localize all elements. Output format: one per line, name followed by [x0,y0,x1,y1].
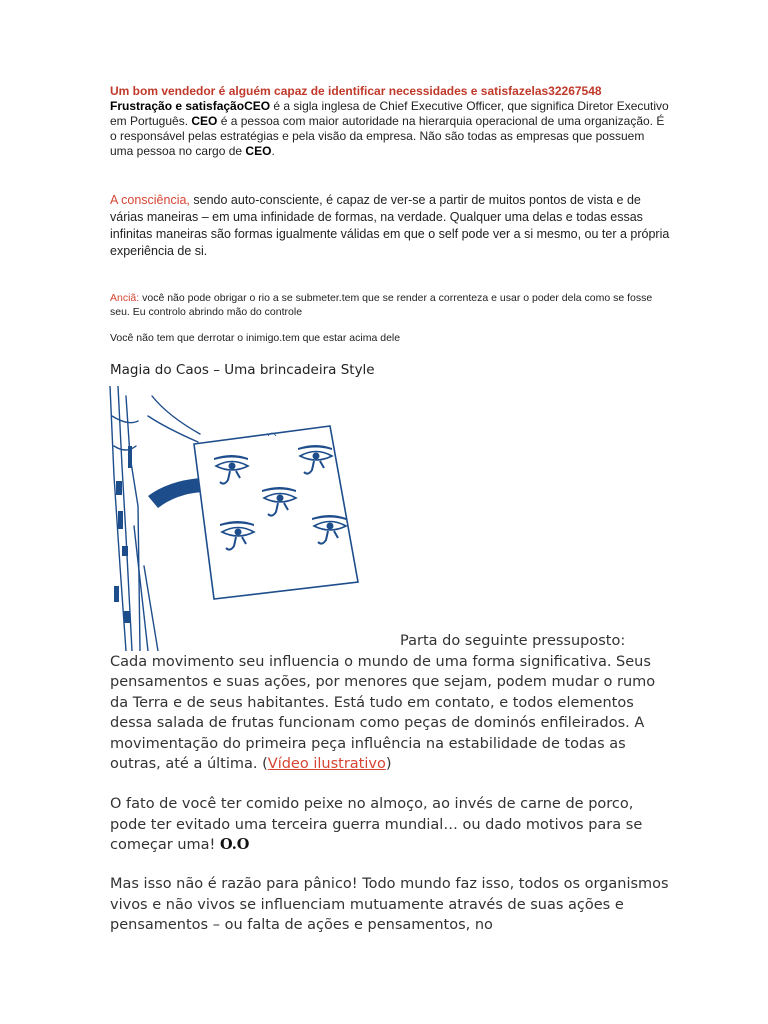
pressuposto-paragraph [110,631,670,775]
ceo-term: CEO [245,144,272,158]
peixe-text: O fato de você ter comido peixe no almoço, ao invés de carne de porco, pode ter evitado uma terceira guerra mundial… ou dado motivos para se começar uma! [110,796,643,853]
ceo-term: CEO [191,114,218,128]
ceo-section [110,84,670,159]
ancia-paragraph [110,291,670,319]
oo-emoticon: O.O [219,836,250,853]
pressuposto-intro: Parta do seguinte pressuposto: [400,633,626,649]
peixe-paragraph [110,794,670,856]
ancia-text: você não pode obrigar o rio a se submeter.tem que se render a correnteza e usar o poder dela como se fosse seu. Eu controlo abrindo mão do controle [110,292,653,318]
pressuposto-text: Cada movimento seu influencia o mundo de uma forma significativa. Seus pensamentos e suas ações, por menores que sejam, podem mudar o rumo da Terra e de seus habitantes. Está tudo em contato, e todos elementos dessa salada de frutas funcionam como peças de dominós enfileirados. A movimentação do primeira peça influência na estabilidade de todas as outras, até a última. ( [110,653,656,772]
inimigo-paragraph: Você não tem que derrotar o inimigo.tem que estar acima dele [110,332,401,344]
consciencia-lead: A consciência, [110,193,190,207]
consciencia-paragraph [110,192,670,260]
article-title: Magia do Caos – Uma brincadeira Style [110,362,375,378]
lead-bold-text: Frustração e satisfação [110,99,245,113]
ceo-text-1: é a sigla inglesa de Chief Executive Officer, que significa Diretor Executivo em Português. [110,99,669,128]
section-heading: Um bom vendedor é alguém capaz de identificar necessidades e satisfazelas32267548 [110,84,602,98]
panico-paragraph: Mas isso não é razão para pânico! Todo mundo faz isso, todos os organismos vivos e não vivos se influenciam mutuamente através de suas ações e pensamentos – ou falta de ações e pensamentos, no [110,876,669,933]
consciencia-text: sendo auto-consciente, é capaz de ver-se a partir de muitos pontos de vista e de várias maneiras – em uma infinidade de formas, na verdade. Qualquer uma delas e todas essas infinitas maneiras são formas igualmente válidas em que o self pode ver a si mesmo, ou ter a própria experiência de si. [110,193,670,258]
ceo-paragraph [110,99,670,159]
eye-of-horus-illustration [108,386,388,651]
ceo-term: CEO [244,99,271,113]
ancia-lead: Anciã: [110,292,140,304]
ceo-text-2: é a pessoa com maior autoridade na hierarquia operacional de uma organização. É o responsável pelas estratégias e pela visão da empresa. Não são todas as empresas que possuem uma pessoa no cargo de [110,114,665,158]
video-ilustrativo-link[interactable]: Vídeo ilustrativo [267,756,386,772]
pressuposto-close: ) [385,756,392,772]
ceo-text-end: . [271,144,275,158]
